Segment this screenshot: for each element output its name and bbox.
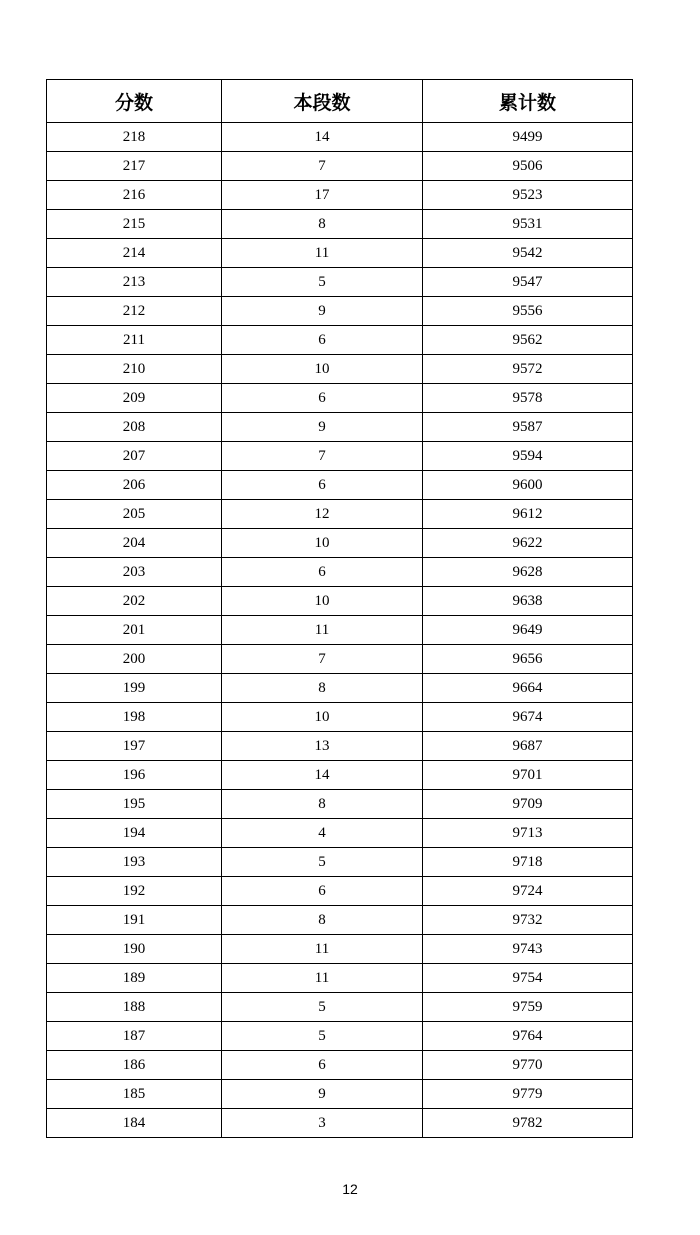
cell-cumulative-count: 9724 xyxy=(423,877,633,906)
cell-score: 207 xyxy=(47,442,222,471)
table-row xyxy=(47,297,633,326)
cell-segment-count: 8 xyxy=(222,210,423,239)
cell-score: 194 xyxy=(47,819,222,848)
cell-cumulative-count: 9764 xyxy=(423,1022,633,1051)
table-row xyxy=(47,877,633,906)
cell-score: 190 xyxy=(47,935,222,964)
table-row xyxy=(47,529,633,558)
table-row xyxy=(47,790,633,819)
cell-cumulative-count: 9743 xyxy=(423,935,633,964)
cell-segment-count: 6 xyxy=(222,1051,423,1080)
cell-segment-count: 10 xyxy=(222,703,423,732)
cell-cumulative-count: 9713 xyxy=(423,819,633,848)
cell-segment-count: 10 xyxy=(222,529,423,558)
cell-score: 214 xyxy=(47,239,222,268)
cell-score: 206 xyxy=(47,471,222,500)
cell-score: 188 xyxy=(47,993,222,1022)
cell-segment-count: 12 xyxy=(222,500,423,529)
cell-cumulative-count: 9701 xyxy=(423,761,633,790)
header-score: 分数 xyxy=(47,80,222,123)
cell-cumulative-count: 9523 xyxy=(423,181,633,210)
table-row xyxy=(47,906,633,935)
cell-score: 199 xyxy=(47,674,222,703)
cell-score: 208 xyxy=(47,413,222,442)
cell-segment-count: 9 xyxy=(222,1080,423,1109)
page-number: 12 xyxy=(342,1181,358,1197)
cell-score: 185 xyxy=(47,1080,222,1109)
table-row xyxy=(47,355,633,384)
table-row xyxy=(47,268,633,297)
table-row xyxy=(47,123,633,152)
cell-segment-count: 10 xyxy=(222,587,423,616)
table-row xyxy=(47,326,633,355)
table-row xyxy=(47,645,633,674)
cell-score: 187 xyxy=(47,1022,222,1051)
cell-cumulative-count: 9664 xyxy=(423,674,633,703)
cell-segment-count: 11 xyxy=(222,935,423,964)
table-body xyxy=(47,123,633,1138)
cell-score: 216 xyxy=(47,181,222,210)
cell-cumulative-count: 9718 xyxy=(423,848,633,877)
cell-segment-count: 8 xyxy=(222,906,423,935)
cell-segment-count: 14 xyxy=(222,761,423,790)
cell-segment-count: 3 xyxy=(222,1109,423,1138)
cell-segment-count: 11 xyxy=(222,616,423,645)
table-header-row xyxy=(47,80,633,123)
table-row xyxy=(47,964,633,993)
table-row xyxy=(47,152,633,181)
cell-cumulative-count: 9542 xyxy=(423,239,633,268)
cell-score: 218 xyxy=(47,123,222,152)
table-row xyxy=(47,761,633,790)
cell-segment-count: 10 xyxy=(222,355,423,384)
cell-segment-count: 7 xyxy=(222,152,423,181)
table-row xyxy=(47,616,633,645)
cell-score: 205 xyxy=(47,500,222,529)
cell-cumulative-count: 9556 xyxy=(423,297,633,326)
cell-segment-count: 9 xyxy=(222,297,423,326)
cell-segment-count: 17 xyxy=(222,181,423,210)
cell-cumulative-count: 9656 xyxy=(423,645,633,674)
cell-cumulative-count: 9587 xyxy=(423,413,633,442)
cell-score: 203 xyxy=(47,558,222,587)
table-row xyxy=(47,935,633,964)
cell-cumulative-count: 9709 xyxy=(423,790,633,819)
cell-cumulative-count: 9674 xyxy=(423,703,633,732)
cell-cumulative-count: 9628 xyxy=(423,558,633,587)
table-row xyxy=(47,471,633,500)
table-row xyxy=(47,1109,633,1138)
table-row xyxy=(47,384,633,413)
cell-segment-count: 6 xyxy=(222,877,423,906)
cell-score: 192 xyxy=(47,877,222,906)
cell-score: 210 xyxy=(47,355,222,384)
cell-cumulative-count: 9578 xyxy=(423,384,633,413)
table-row xyxy=(47,181,633,210)
table-row xyxy=(47,848,633,877)
cell-segment-count: 9 xyxy=(222,413,423,442)
cell-segment-count: 7 xyxy=(222,645,423,674)
table-row xyxy=(47,413,633,442)
cell-cumulative-count: 9499 xyxy=(423,123,633,152)
cell-segment-count: 14 xyxy=(222,123,423,152)
cell-score: 213 xyxy=(47,268,222,297)
cell-segment-count: 6 xyxy=(222,558,423,587)
cell-score: 198 xyxy=(47,703,222,732)
cell-segment-count: 5 xyxy=(222,268,423,297)
table-row xyxy=(47,732,633,761)
cell-cumulative-count: 9687 xyxy=(423,732,633,761)
cell-segment-count: 6 xyxy=(222,326,423,355)
cell-score: 217 xyxy=(47,152,222,181)
header-segment-count: 本段数 xyxy=(222,80,423,123)
cell-cumulative-count: 9622 xyxy=(423,529,633,558)
table-row xyxy=(47,674,633,703)
table-row xyxy=(47,993,633,1022)
cell-score: 200 xyxy=(47,645,222,674)
cell-segment-count: 4 xyxy=(222,819,423,848)
cell-score: 204 xyxy=(47,529,222,558)
cell-score: 215 xyxy=(47,210,222,239)
cell-score: 184 xyxy=(47,1109,222,1138)
cell-segment-count: 5 xyxy=(222,848,423,877)
cell-segment-count: 5 xyxy=(222,1022,423,1051)
cell-segment-count: 7 xyxy=(222,442,423,471)
cell-cumulative-count: 9506 xyxy=(423,152,633,181)
score-distribution-table xyxy=(46,79,633,1138)
cell-cumulative-count: 9732 xyxy=(423,906,633,935)
cell-cumulative-count: 9649 xyxy=(423,616,633,645)
table-row xyxy=(47,442,633,471)
cell-score: 209 xyxy=(47,384,222,413)
cell-cumulative-count: 9770 xyxy=(423,1051,633,1080)
cell-score: 201 xyxy=(47,616,222,645)
cell-segment-count: 8 xyxy=(222,790,423,819)
cell-score: 211 xyxy=(47,326,222,355)
cell-score: 197 xyxy=(47,732,222,761)
table-row xyxy=(47,587,633,616)
cell-cumulative-count: 9531 xyxy=(423,210,633,239)
table-row xyxy=(47,1022,633,1051)
cell-cumulative-count: 9782 xyxy=(423,1109,633,1138)
cell-segment-count: 11 xyxy=(222,239,423,268)
cell-cumulative-count: 9759 xyxy=(423,993,633,1022)
cell-cumulative-count: 9594 xyxy=(423,442,633,471)
cell-cumulative-count: 9572 xyxy=(423,355,633,384)
cell-score: 189 xyxy=(47,964,222,993)
cell-segment-count: 13 xyxy=(222,732,423,761)
cell-score: 202 xyxy=(47,587,222,616)
table-row xyxy=(47,1080,633,1109)
cell-segment-count: 8 xyxy=(222,674,423,703)
table-row xyxy=(47,1051,633,1080)
cell-cumulative-count: 9779 xyxy=(423,1080,633,1109)
cell-cumulative-count: 9638 xyxy=(423,587,633,616)
cell-score: 195 xyxy=(47,790,222,819)
header-cumulative-count: 累计数 xyxy=(423,80,633,123)
cell-cumulative-count: 9754 xyxy=(423,964,633,993)
cell-cumulative-count: 9612 xyxy=(423,500,633,529)
table-row xyxy=(47,500,633,529)
table-row xyxy=(47,239,633,268)
cell-segment-count: 6 xyxy=(222,384,423,413)
table-row xyxy=(47,819,633,848)
table-row xyxy=(47,703,633,732)
cell-segment-count: 11 xyxy=(222,964,423,993)
cell-segment-count: 6 xyxy=(222,471,423,500)
cell-score: 212 xyxy=(47,297,222,326)
cell-score: 193 xyxy=(47,848,222,877)
cell-score: 196 xyxy=(47,761,222,790)
cell-segment-count: 5 xyxy=(222,993,423,1022)
cell-cumulative-count: 9547 xyxy=(423,268,633,297)
cell-cumulative-count: 9600 xyxy=(423,471,633,500)
table-row xyxy=(47,210,633,239)
cell-score: 191 xyxy=(47,906,222,935)
cell-score: 186 xyxy=(47,1051,222,1080)
table-row xyxy=(47,558,633,587)
cell-cumulative-count: 9562 xyxy=(423,326,633,355)
